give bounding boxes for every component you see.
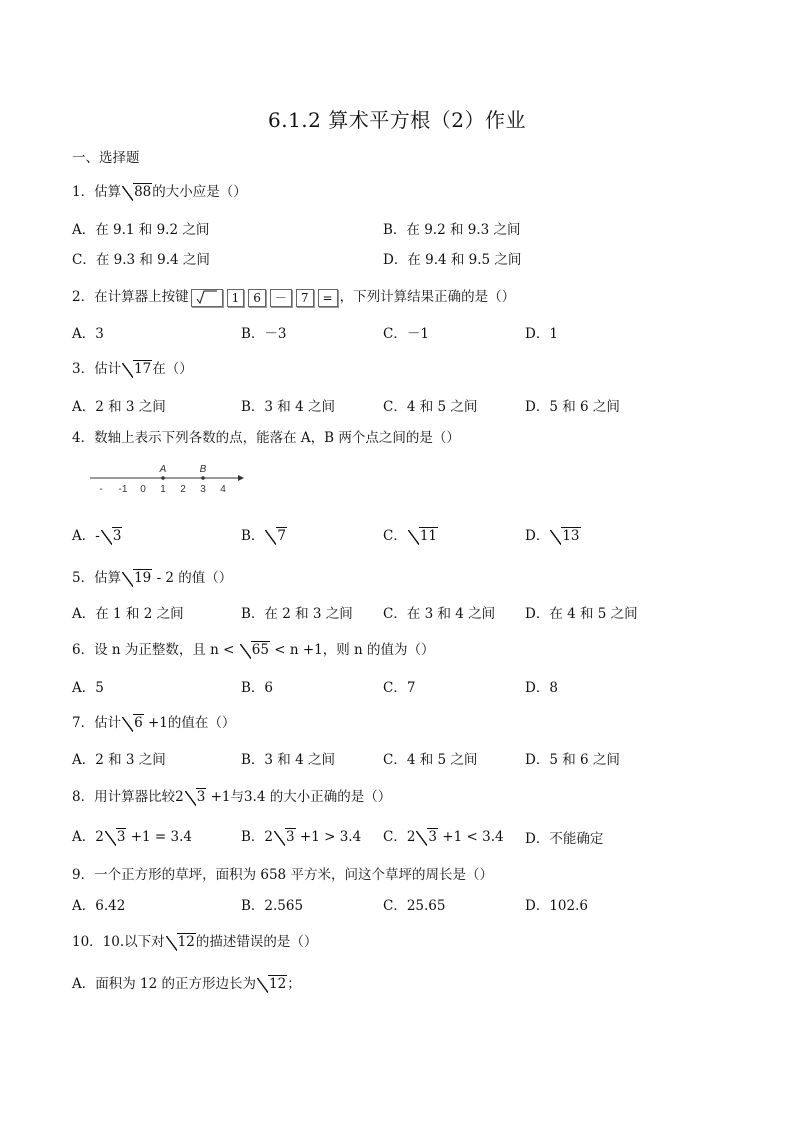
question-text: 6．设 n 为正整数，且 n <	[72, 642, 239, 658]
option-a[interactable]: A．3	[72, 326, 104, 342]
option-c[interactable]: C．在 9.3 和 9.4 之间	[72, 252, 210, 268]
calculator-key: 1	[227, 289, 245, 307]
option-c[interactable]: C．－1	[383, 326, 429, 342]
option-c[interactable]: C．2 3 +1 < 3.4	[383, 829, 504, 845]
option-d[interactable]: D．5 和 6 之间	[525, 752, 620, 768]
option-a[interactable]: A．在 9.1 和 9.2 之间	[72, 222, 210, 238]
axis-tick-label: 0	[140, 484, 146, 495]
option-d[interactable]: D．不能确定	[525, 831, 604, 847]
question-text: +1的值在（）	[143, 715, 236, 731]
sqrt-symbol: 3	[185, 788, 207, 806]
point-b-label: B	[199, 464, 207, 475]
sqrt-symbol: 11	[408, 527, 438, 545]
option-a[interactable]: A．面积为 12 的正方形边长为 12；	[72, 976, 301, 992]
axis-tick-label: 4	[220, 484, 226, 495]
question-text: 在（）	[152, 361, 193, 377]
sqrt-symbol: 88	[122, 183, 152, 201]
option-d[interactable]: D．102.6	[525, 898, 588, 914]
option-b[interactable]: B． 7	[241, 528, 287, 544]
question-text: 2．在计算器上按键	[72, 289, 189, 305]
option-d[interactable]: D．在 9.4 和 9.5 之间	[383, 252, 522, 268]
question-6	[72, 638, 435, 659]
axis-tick-label: 2	[180, 484, 186, 495]
question-1	[72, 180, 247, 201]
question-text: 的大小应是（）	[152, 184, 247, 200]
question-10	[72, 930, 317, 951]
sqrt-symbol: 65	[240, 641, 270, 659]
option-c[interactable]: C．25.65	[383, 898, 446, 914]
option-b[interactable]: B．2.565	[241, 898, 304, 914]
option-b[interactable]: B．3 和 4 之间	[241, 752, 335, 768]
option-a[interactable]: A．5	[72, 680, 104, 696]
question-text: 5．估算	[72, 570, 122, 586]
option-a[interactable]: A．6.42	[72, 898, 126, 914]
number-line	[88, 462, 248, 498]
option-c[interactable]: C．在 3 和 4 之间	[383, 606, 496, 622]
option-d[interactable]: D．1	[525, 326, 558, 342]
sqrt-symbol: 6	[122, 714, 144, 732]
option-b[interactable]: B．在 9.2 和 9.3 之间	[383, 222, 521, 238]
option-b[interactable]: B．6	[241, 680, 274, 696]
option-a[interactable]: A．- 3	[72, 528, 122, 544]
option-b[interactable]: B．在 2 和 3 之间	[241, 606, 353, 622]
sqrt-key-icon	[191, 289, 223, 307]
option-a[interactable]: A．2 和 3 之间	[72, 752, 166, 768]
point-a	[161, 476, 165, 480]
question-text: - 2 的值（）	[152, 570, 233, 586]
option-b[interactable]: B．－3	[241, 326, 287, 342]
calculator-key: －	[270, 289, 292, 307]
question-7	[72, 711, 235, 732]
option-c[interactable]: C．4 和 5 之间	[383, 752, 478, 768]
option-d[interactable]: D．在 4 和 5 之间	[525, 606, 638, 622]
option-c[interactable]: C．7	[383, 680, 416, 696]
question-5	[72, 566, 232, 587]
question-text: 8．用计算器比较2	[72, 789, 184, 805]
question-text: 7．估计	[72, 715, 122, 731]
axis-tick-label: -1	[118, 484, 128, 495]
sqrt-symbol: 7	[265, 527, 287, 545]
option-d[interactable]: D．5 和 6 之间	[525, 399, 620, 415]
option-b[interactable]: B．3 和 4 之间	[241, 399, 335, 415]
calculator-key: 6	[248, 289, 266, 307]
option-c[interactable]: C． 11	[383, 528, 438, 544]
point-b	[201, 476, 205, 480]
sqrt-symbol: 19	[122, 569, 152, 587]
axis-tick-label: -	[99, 484, 103, 495]
option-a[interactable]: A．2 和 3 之间	[72, 399, 166, 415]
axis-tick-label: 3	[200, 484, 206, 495]
sqrt-symbol: 12	[166, 933, 196, 951]
question-text: 10．10.以下对	[72, 934, 165, 950]
sqrt-symbol: 13	[550, 527, 580, 545]
sqrt-symbol: 3	[101, 527, 123, 545]
calculator-key: =	[318, 289, 338, 307]
question-2	[72, 285, 515, 307]
sqrt-symbol: 17	[122, 360, 152, 378]
question-text: ，下列计算结果正确的是（）	[339, 289, 516, 305]
sqrt-symbol: 3	[105, 828, 127, 846]
page-title: 6.1.2 算术平方根（2）作业	[268, 108, 526, 132]
option-b[interactable]: B．2 3 +1 > 3.4	[241, 829, 362, 845]
question-text: 的描述错误的是（）	[195, 934, 318, 950]
option-d[interactable]: D． 13	[525, 528, 580, 544]
option-c[interactable]: C．4 和 5 之间	[383, 399, 478, 415]
question-text: < n +1，则 n 的值为（）	[269, 642, 435, 658]
axis-tick-label: 1	[160, 484, 166, 495]
option-a[interactable]: A．在 1 和 2 之间	[72, 606, 184, 622]
question-9: 9．一个正方形的草坪，面积为 658 平方米，问这个草坪的周长是（）	[72, 867, 493, 883]
sqrt-symbol: 3	[416, 828, 438, 846]
option-a[interactable]: A．2 3 +1 = 3.4	[72, 829, 192, 845]
question-text: 3．估计	[72, 361, 122, 377]
section-heading: 一、选择题	[72, 150, 140, 166]
point-a-label: A	[159, 464, 167, 475]
question-text: 1．估算	[72, 184, 122, 200]
calculator-key: 7	[296, 289, 314, 307]
sqrt-symbol: 3	[274, 828, 296, 846]
question-4: 4．数轴上表示下列各数的点，能落在 A，B 两个点之间的是（）	[72, 430, 460, 446]
question-text: +1与3.4 的大小正确的是（）	[206, 789, 392, 805]
question-3	[72, 357, 193, 378]
sqrt-symbol: 12	[257, 975, 287, 993]
question-8	[72, 785, 391, 806]
option-d[interactable]: D．8	[525, 680, 558, 696]
